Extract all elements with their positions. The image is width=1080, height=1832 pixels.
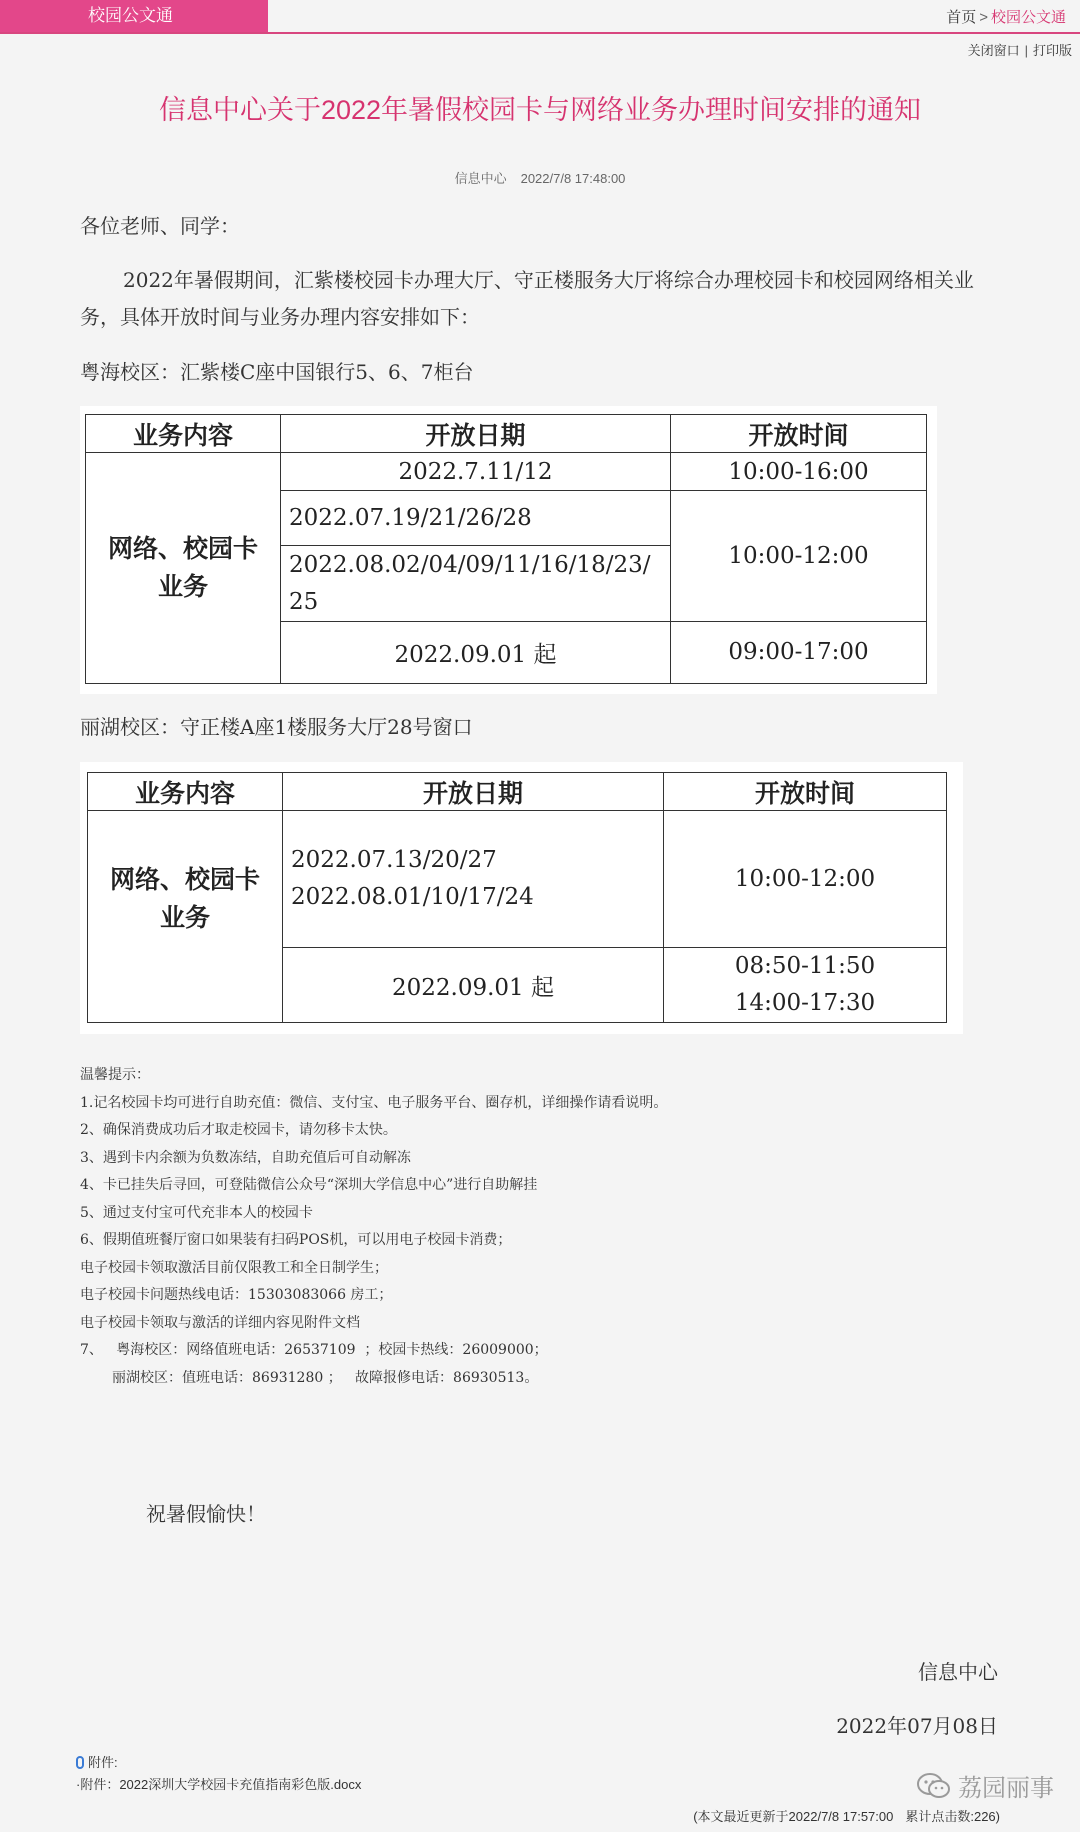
date-cell: 2022.08.02/04/09/11/16/18/23/25 xyxy=(281,546,671,621)
tip-item: 电子校园卡问题热线电话：15303083066 房工； xyxy=(80,1287,393,1303)
article-author: 信息中心 xyxy=(454,171,507,186)
time-cell: 10:00-12:00 xyxy=(664,811,947,948)
table-header-date: 开放日期 xyxy=(281,415,671,453)
campus1-location: 粤海校区：汇紫楼C座中国银行5、6、7柜台 xyxy=(80,360,474,384)
date-cell: 2022.07.13/20/27 2022.08.01/10/17/24 xyxy=(283,811,664,948)
table-header-service: 业务内容 xyxy=(86,415,281,453)
time-cell: 10:00-12:00 xyxy=(671,491,927,621)
schedule-table-yuehai xyxy=(80,406,937,694)
tips-title: 温馨提示： xyxy=(80,1067,150,1083)
tip-item: 丽湖校区：值班电话：86931280 ； 故障报修电话：86930513。 xyxy=(112,1369,539,1386)
closing-wish: 祝暑假愉快！ xyxy=(146,1502,266,1526)
article-datetime: 2022/7/8 17:48:00 xyxy=(520,171,626,186)
table-header-date: 开放日期 xyxy=(283,773,664,811)
tip-item: 6、假期值班餐厅窗口如果装有扫码POS机，可以用电子校园卡消费； xyxy=(80,1232,512,1248)
header-divider-line xyxy=(0,32,1080,34)
date-cell: 2022.09.01 起 xyxy=(283,948,664,1023)
tip-item: 7、 粤海校区：网络值班电话：26537109 ；校园卡热线：26009000； xyxy=(80,1342,548,1358)
tip-item: 2、确保消费成功后才取走校园卡，请勿移卡太快。 xyxy=(80,1122,397,1138)
tip-item: 5、通过支付宝可代充非本人的校园卡 xyxy=(80,1204,313,1221)
watermark-text: 荔园丽事 xyxy=(958,1775,1054,1802)
breadcrumb-current-link[interactable]: 校园公文通 xyxy=(990,9,1066,26)
paperclip-icon xyxy=(76,1756,84,1769)
article-title: 信息中心关于2022年暑假校园卡与网络业务办理时间安排的通知 xyxy=(158,95,922,125)
time-cell: 10:00-16:00 xyxy=(671,453,927,491)
time-cell: 08:50-11:50 14:00-17:30 xyxy=(664,948,947,1023)
table-header-time: 开放时间 xyxy=(664,773,947,811)
attachment-label: 附件: xyxy=(88,1755,118,1770)
tip-item: 电子校园卡领取激活目前仅限教工和全日制学生； xyxy=(80,1259,388,1276)
date-cell: 2022.7.11/12 xyxy=(281,453,671,491)
table-header-time: 开放时间 xyxy=(671,415,927,453)
tools-divider: | xyxy=(1024,43,1028,58)
date-cell: 2022.09.01 起 xyxy=(281,621,671,683)
table-header-service: 业务内容 xyxy=(88,773,283,811)
top-bar xyxy=(0,0,1080,34)
click-count: 累计点击数:226) xyxy=(905,1809,1000,1824)
close-window-link[interactable]: 关闭窗口 xyxy=(967,43,1020,58)
tips-section xyxy=(80,1062,1040,1392)
service-cell: 网络、校园卡业务 xyxy=(88,811,283,1023)
breadcrumb-separator: > xyxy=(979,9,988,26)
tip-item: 电子校园卡领取与激活的详细内容见附件文档 xyxy=(80,1314,360,1331)
time-cell: 09:00-17:00 xyxy=(671,621,927,683)
service-cell: 网络、校园卡业务 xyxy=(86,453,281,684)
article-tools xyxy=(968,40,1072,59)
tip-item: 3、遇到卡内余额为负数冻结，自助充值后可自动解冻 xyxy=(80,1149,411,1166)
date-cell: 2022.07.19/21/26/28 xyxy=(281,491,671,546)
attachment-section xyxy=(76,1752,361,1796)
article-meta xyxy=(0,168,1080,187)
site-brand[interactable]: 校园公文通 xyxy=(0,0,268,32)
greeting: 各位老师、同学： xyxy=(80,214,240,238)
intro-paragraph: 2022年暑假期间，汇紫楼校园卡办理大厅、守正楼服务大厅将综合办理校园卡和校园网络相关业务，具体开放时间与业务办理内容安排如下： xyxy=(80,268,974,329)
signature: 信息中心 xyxy=(918,1660,998,1684)
tip-item: 1.记名校园卡均可进行自助充值：微信、支付宝、电子服务平台、圈存机，详细操作请看说明。 xyxy=(80,1094,668,1111)
wechat-icon xyxy=(916,1771,952,1801)
tip-item: 4、卡已挂失后寻回，可登陆微信公众号“深圳大学信息中心”进行自助解挂 xyxy=(80,1177,538,1193)
attachment-file-link[interactable]: ·附件：2022深圳大学校园卡充值指南彩色版.docx xyxy=(76,1777,362,1792)
footer xyxy=(693,1806,1000,1825)
campus2-location: 丽湖校区：守正楼A座1楼服务大厅28号窗口 xyxy=(80,715,473,739)
signature-date: 2022年07月08日 xyxy=(836,1714,998,1738)
breadcrumb-home-link[interactable]: 首页 xyxy=(946,9,977,26)
breadcrumb xyxy=(946,6,1066,27)
print-version-link[interactable]: 打印版 xyxy=(1032,43,1072,58)
schedule-table-lihu xyxy=(80,762,963,1034)
watermark xyxy=(916,1768,1054,1803)
last-updated: (本文最近更新于2022/7/8 17:57:00 xyxy=(693,1809,894,1824)
